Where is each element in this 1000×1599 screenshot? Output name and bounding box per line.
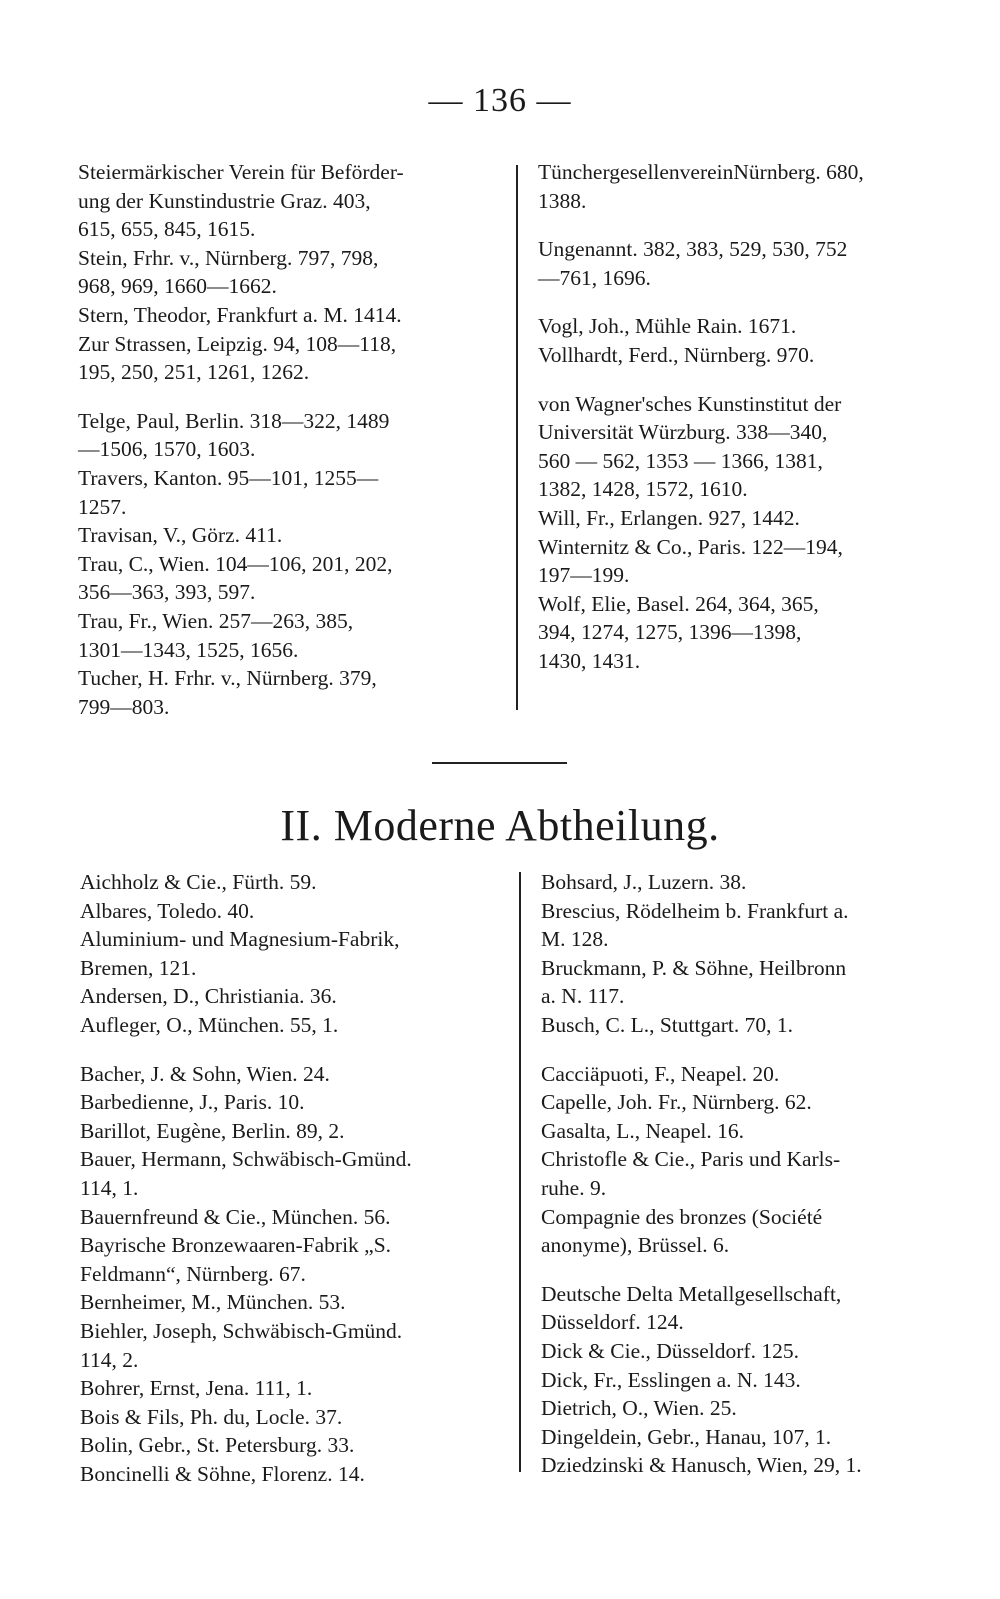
index-entry-line: —1506, 1570, 1603.	[78, 437, 256, 462]
index-entry	[541, 1394, 966, 1423]
index-column-top-left	[78, 158, 503, 721]
index-entry-line: Zur Strassen, Leipzig. 94, 108—118,	[78, 331, 397, 356]
index-entry	[541, 1060, 966, 1089]
index-entry-line: Busch, C. L., Stuttgart. 70, 1.	[541, 1012, 794, 1037]
index-entry-line: Bacher, J. & Sohn, Wien. 24.	[80, 1061, 330, 1086]
index-entry-line: Ungenannt. 382, 383, 529, 530, 752	[538, 237, 848, 262]
index-entry	[80, 897, 505, 926]
index-entry	[541, 954, 966, 1011]
index-entry-line: Boncinelli & Söhne, Florenz. 14.	[80, 1461, 365, 1486]
index-entry-line: Barillot, Eugène, Berlin. 89, 2.	[80, 1118, 345, 1143]
index-entry	[80, 1317, 505, 1374]
index-entry-line: Bauer, Hermann, Schwäbisch-Gmünd.	[80, 1147, 412, 1172]
entry-gap	[538, 292, 963, 312]
index-entry	[538, 590, 963, 676]
index-entry	[78, 407, 503, 464]
index-entry-line: 195, 250, 251, 1261, 1262.	[78, 360, 310, 385]
index-entry-line: Biehler, Joseph, Schwäbisch-Gmünd.	[80, 1318, 403, 1343]
index-entry	[541, 1011, 966, 1040]
index-entry	[78, 664, 503, 721]
index-entry	[80, 1145, 505, 1202]
index-entry-line: Bayrische Bronzewaaren-Fabrik „S.	[80, 1233, 392, 1258]
index-entry	[538, 390, 963, 504]
index-entry-line: Bremen, 121.	[80, 955, 197, 980]
index-entry-line: Dingeldein, Gebr., Hanau, 107, 1.	[541, 1424, 832, 1449]
entry-gap	[538, 370, 963, 390]
index-column-top-right	[538, 158, 963, 676]
index-entry-line: 560 — 562, 1353 — 1366, 1381,	[538, 448, 823, 473]
page-number: — 136 —	[428, 82, 572, 119]
index-entry-line: Steiermärkischer Verein für Beförder-	[78, 160, 404, 184]
index-entry-line: 1388.	[538, 188, 587, 213]
index-entry-line: Vogl, Joh., Mühle Rain. 1671.	[538, 314, 797, 339]
index-entry-line: Vollhardt, Ferd., Nürnberg. 970.	[538, 342, 815, 367]
index-entry-line: Travers, Kanton. 95—101, 1255—	[78, 465, 379, 490]
index-entry	[80, 1117, 505, 1146]
index-entry-line: Deutsche Delta Metallgesellschaft,	[541, 1281, 842, 1306]
index-entry-line: ruhe. 9.	[541, 1175, 607, 1200]
index-entry-line: Tucher, H. Frhr. v., Nürnberg. 379,	[78, 666, 377, 691]
index-entry-line: —761, 1696.	[538, 265, 651, 290]
section-title: II. Moderne Abtheilung.	[280, 801, 720, 850]
index-entry-line: Travisan, V., Görz. 411.	[78, 523, 283, 548]
index-column-bottom-right	[541, 868, 966, 1480]
index-entry-line: Aufleger, O., München. 55, 1.	[80, 1012, 339, 1037]
index-entry	[78, 607, 503, 664]
index-entry-line: Bauernfreund & Cie., München. 56.	[80, 1204, 391, 1229]
index-entry-line: 1301—1343, 1525, 1656.	[78, 637, 299, 662]
index-entry-line: Wolf, Elie, Basel. 264, 364, 365,	[538, 591, 819, 616]
index-entry	[78, 330, 503, 387]
index-entry	[541, 897, 966, 954]
index-entry	[78, 464, 503, 521]
index-entry	[78, 521, 503, 550]
index-entry-line: Bohsard, J., Luzern. 38.	[541, 870, 747, 894]
index-entry	[80, 982, 505, 1011]
index-entry-line: Cacciäpuoti, F., Neapel. 20.	[541, 1061, 780, 1086]
index-entry-line: Andersen, D., Christiania. 36.	[80, 984, 337, 1009]
index-entry	[80, 1203, 505, 1232]
entry-gap	[78, 387, 503, 407]
index-entry	[541, 1203, 966, 1260]
index-entry	[538, 533, 963, 590]
index-entry	[541, 1451, 966, 1480]
index-entry-line: Aichholz & Cie., Fürth. 59.	[80, 870, 317, 894]
index-entry-line: 197—199.	[538, 563, 630, 588]
index-entry	[80, 1231, 505, 1288]
index-entry-line: Capelle, Joh. Fr., Nürnberg. 62.	[541, 1090, 812, 1115]
index-entry	[538, 235, 963, 292]
index-entry	[78, 301, 503, 330]
index-entry-line: Dick, Fr., Esslingen a. N. 143.	[541, 1367, 801, 1392]
index-entry	[541, 1337, 966, 1366]
index-entry	[80, 1288, 505, 1317]
index-entry	[538, 158, 963, 215]
index-entry	[80, 1431, 505, 1460]
index-entry-line: Bois & Fils, Ph. du, Locle. 37.	[80, 1404, 343, 1429]
section-separator-rule	[432, 762, 567, 764]
index-entry-line: Bolin, Gebr., St. Petersburg. 33.	[80, 1433, 355, 1458]
index-entry	[78, 550, 503, 607]
index-entry-line: Trau, C., Wien. 104—106, 201, 202,	[78, 551, 393, 576]
entry-gap	[80, 1040, 505, 1060]
index-entry	[538, 341, 963, 370]
index-entry-line: 394, 1274, 1275, 1396—1398,	[538, 620, 802, 645]
index-entry	[541, 1088, 966, 1117]
index-entry-line: Universität Würzburg. 338—340,	[538, 420, 828, 445]
index-entry	[80, 1460, 505, 1489]
index-entry-line: ung der Kunstindustrie Graz. 403,	[78, 188, 371, 213]
index-entry	[80, 1088, 505, 1117]
index-entry-line: Gasalta, L., Neapel. 16.	[541, 1118, 744, 1143]
index-entry-line: 1257.	[78, 494, 127, 519]
index-entry-line: Dietrich, O., Wien. 25.	[541, 1396, 737, 1421]
index-entry-line: Telge, Paul, Berlin. 318—322, 1489	[78, 408, 390, 433]
entry-gap	[541, 1260, 966, 1280]
index-entry-line: 114, 2.	[80, 1347, 139, 1372]
index-entry-line: 356—363, 393, 597.	[78, 580, 256, 605]
index-entry	[541, 1117, 966, 1146]
index-entry-line: 615, 655, 845, 1615.	[78, 217, 256, 242]
index-entry-line: von Wagner'sches Kunstinstitut der	[538, 391, 842, 416]
index-entry-line: Christofle & Cie., Paris und Karls-	[541, 1147, 841, 1172]
index-entry-line: Trau, Fr., Wien. 257—263, 385,	[78, 608, 354, 633]
index-column-bottom-left	[80, 868, 505, 1488]
index-entry	[538, 504, 963, 533]
index-entry	[80, 925, 505, 982]
index-entry-line: 1382, 1428, 1572, 1610.	[538, 477, 748, 502]
index-entry-line: Bohrer, Ernst, Jena. 111, 1.	[80, 1376, 313, 1401]
index-entry	[80, 1011, 505, 1040]
index-entry-line: 1430, 1431.	[538, 648, 641, 673]
index-entry	[80, 868, 505, 897]
column-divider-bottom	[519, 872, 521, 1472]
index-entry-line: Düsseldorf. 124.	[541, 1310, 684, 1335]
index-entry-line: TünchergesellenvereinNürnberg. 680,	[538, 160, 864, 184]
index-entry-line: 968, 969, 1660—1662.	[78, 274, 277, 299]
index-entry	[80, 1403, 505, 1432]
index-entry-line: Brescius, Rödelheim b. Frankfurt a.	[541, 898, 849, 923]
index-entry-line: Bernheimer, M., München. 53.	[80, 1290, 346, 1315]
index-entry-line: Stern, Theodor, Frankfurt a. M. 1414.	[78, 302, 402, 327]
index-entry	[78, 158, 503, 244]
index-entry-line: Albares, Toledo. 40.	[80, 898, 255, 923]
index-entry-line: Feldmann“, Nürnberg. 67.	[80, 1261, 306, 1286]
index-entry-line: anonyme), Brüssel. 6.	[541, 1233, 730, 1258]
index-entry-line: 799—803.	[78, 694, 170, 719]
index-entry-line: 114, 1.	[80, 1175, 139, 1200]
index-entry-line: a. N. 117.	[541, 984, 625, 1009]
index-entry	[78, 244, 503, 301]
column-divider-top	[516, 165, 518, 710]
entry-gap	[538, 215, 963, 235]
index-entry-line: Dziedzinski & Hanusch, Wien, 29, 1.	[541, 1453, 862, 1478]
index-entry	[538, 312, 963, 341]
index-entry	[80, 1374, 505, 1403]
index-entry	[541, 1366, 966, 1395]
index-entry-line: Barbedienne, J., Paris. 10.	[80, 1090, 305, 1115]
index-entry-line: Aluminium- und Magnesium-Fabrik,	[80, 927, 400, 952]
index-entry	[541, 1280, 966, 1337]
index-entry	[80, 1060, 505, 1089]
index-entry-line: Stein, Frhr. v., Nürnberg. 797, 798,	[78, 245, 379, 270]
index-entry-line: Dick & Cie., Düsseldorf. 125.	[541, 1338, 799, 1363]
index-entry-line: M. 128.	[541, 927, 609, 952]
index-entry-line: Winternitz & Co., Paris. 122—194,	[538, 534, 843, 559]
index-entry	[541, 868, 966, 897]
index-entry-line: Bruckmann, P. & Söhne, Heilbronn	[541, 955, 847, 980]
entry-gap	[541, 1040, 966, 1060]
index-entry	[541, 1423, 966, 1452]
index-entry	[541, 1145, 966, 1202]
index-entry-line: Will, Fr., Erlangen. 927, 1442.	[538, 505, 800, 530]
index-entry-line: Compagnie des bronzes (Société	[541, 1204, 823, 1229]
